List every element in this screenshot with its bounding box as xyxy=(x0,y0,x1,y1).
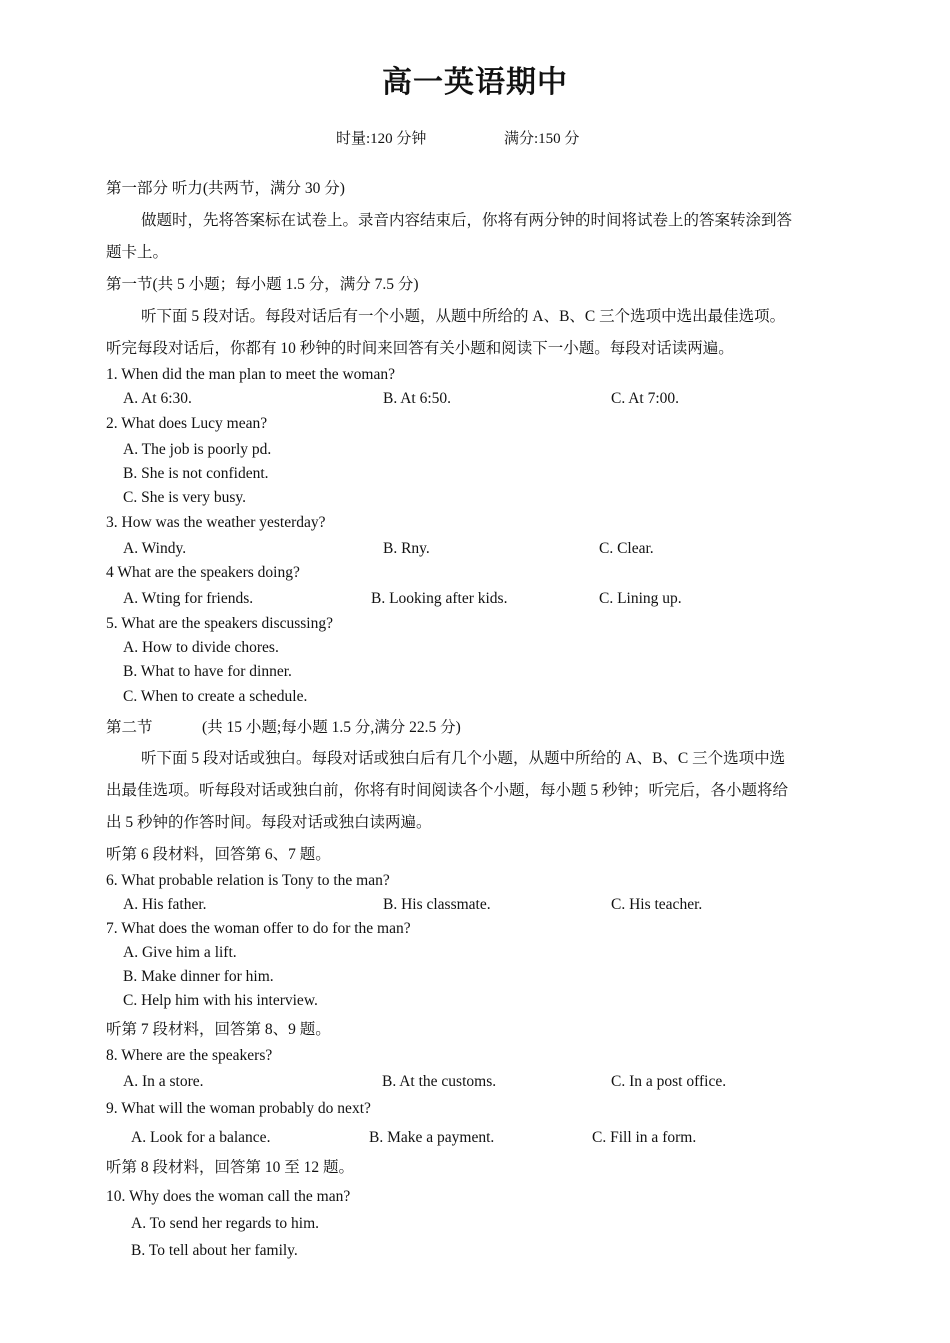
option-a: A. Windy. xyxy=(123,540,187,557)
option-b: B. Make a payment. xyxy=(369,1129,495,1146)
section-instruction: 听完每段对话后，你都有 10 秒钟的时间来回答有关小题和阅读下一小题。每段对话读两遍。 xyxy=(106,340,734,357)
option-a: A. His father. xyxy=(123,896,207,913)
option-c: C. When to create a schedule. xyxy=(123,688,308,705)
option-c: C. Lining up. xyxy=(599,590,682,607)
question: 4 What are the speakers doing? xyxy=(106,564,300,581)
option-a: A. How to divide chores. xyxy=(123,639,279,656)
option-b: B. At 6:50. xyxy=(383,390,452,407)
section-heading-detail: (共 15 小题;每小题 1.5 分,满分 22.5 分) xyxy=(202,719,461,736)
question: 3. How was the weather yesterday? xyxy=(106,514,326,531)
option-b: B. To tell about her family. xyxy=(131,1242,298,1259)
option-a: A. The job is poorly pd. xyxy=(123,441,272,458)
option-c: C. Fill in a form. xyxy=(592,1129,697,1146)
question: 9. What will the woman probably do next? xyxy=(106,1100,371,1117)
option-c: C. At 7:00. xyxy=(611,390,680,407)
option-b: B. Looking after kids. xyxy=(371,590,508,607)
option-c: C. She is very busy. xyxy=(123,489,246,506)
section-instruction: 听下面 5 段对话或独白。每段对话或独白后有几个小题，从题中所给的 A、B、C 三个选项中选 xyxy=(141,750,786,767)
option-a: A. At 6:30. xyxy=(123,390,192,407)
part-instruction: 题卡上。 xyxy=(106,244,169,261)
material-heading: 听第 8 段材料，回答第 10 至 12 题。 xyxy=(106,1159,355,1176)
option-c: C. Help him with his interview. xyxy=(123,992,318,1009)
material-heading: 听第 6 段材料，回答第 6、7 题。 xyxy=(106,846,331,863)
section-instruction: 听下面 5 段对话。每段对话后有一个小题，从题中所给的 A、B、C 三个选项中选出最佳选项。 xyxy=(141,308,786,325)
section-instruction: 出 5 秒钟的作答时间。每段对话或独白读两遍。 xyxy=(106,814,432,831)
option-c: C. His teacher. xyxy=(611,896,703,913)
option-a: A. Give him a lift. xyxy=(123,944,237,961)
question: 5. What are the speakers discussing? xyxy=(106,615,333,632)
option-c: C. In a post office. xyxy=(611,1073,727,1090)
option-b: B. His classmate. xyxy=(383,896,491,913)
question: 8. Where are the speakers? xyxy=(106,1047,273,1064)
question: 7. What does the woman offer to do for the man? xyxy=(106,920,411,937)
option-a: A. To send her regards to him. xyxy=(131,1215,320,1232)
section-heading: 第二节 xyxy=(106,719,153,736)
section-instruction: 出最佳选项。听每段对话或独白前，你将有时间阅读各个小题，每小题 5 秒钟；听完后，各小题将给 xyxy=(106,782,789,799)
page-title: 高一英语期中 xyxy=(382,66,568,99)
option-b: B. What to have for dinner. xyxy=(123,663,292,680)
option-b: B. She is not confident. xyxy=(123,465,269,482)
option-b: B. Rny. xyxy=(383,540,430,557)
material-heading: 听第 7 段材料，回答第 8、9 题。 xyxy=(106,1021,331,1038)
option-a: A. In a store. xyxy=(123,1073,204,1090)
section-heading: 第一节(共 5 小题；每小题 1.5 分，满分 7.5 分) xyxy=(106,276,419,293)
question: 6. What probable relation is Tony to the man? xyxy=(106,872,390,889)
option-b: B. Make dinner for him. xyxy=(123,968,274,985)
option-a: A. Wting for friends. xyxy=(123,590,254,607)
option-a: A. Look for a balance. xyxy=(131,1129,271,1146)
option-c: C. Clear. xyxy=(599,540,654,557)
question: 2. What does Lucy mean? xyxy=(106,415,268,432)
question: 1. When did the man plan to meet the woman? xyxy=(106,366,395,383)
option-b: B. At the customs. xyxy=(382,1073,497,1090)
part-heading: 第一部分 听力(共两节，满分 30 分) xyxy=(106,180,345,197)
exam-full-score: 满分:150 分 xyxy=(504,131,580,147)
part-instruction: 做题时，先将答案标在试卷上。录音内容结束后，你将有两分钟的时间将试卷上的答案转涂到答 xyxy=(141,212,793,229)
exam-time: 时量:120 分钟 xyxy=(336,131,427,147)
question: 10. Why does the woman call the man? xyxy=(106,1188,351,1205)
